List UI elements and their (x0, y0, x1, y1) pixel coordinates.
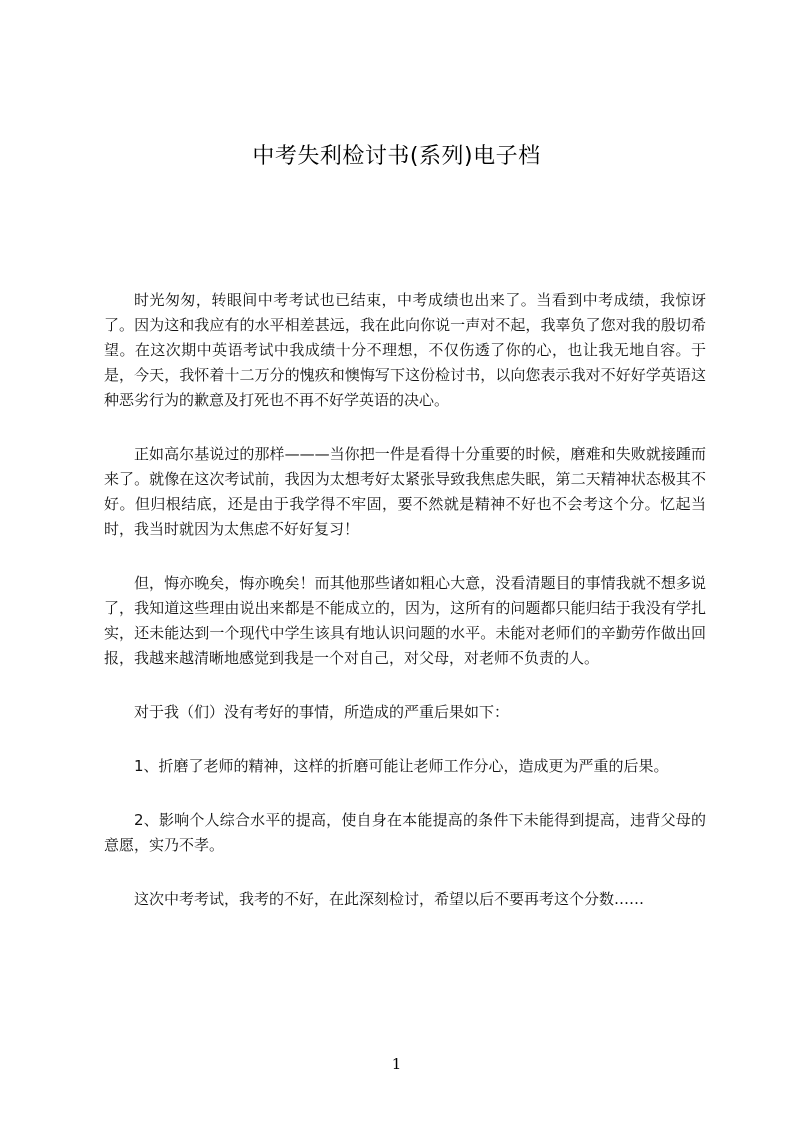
document-body (104, 288, 706, 941)
paragraph-3: 但，悔亦晚矣，悔亦晚矣！而其他那些诸如粗心大意，没看清题目的事情我就不想多说了，我知道这些理由说出来都是不能成立的，因为，这所有的问题都只能归结于我没有学扎实，还未能达到一个现代中学生该具有地认识问题的水平。未能对老师们的辛勤劳作做出回报，我越来越清晰地感觉到我是一个对自己，对父母，对老师不负责的人。 (104, 574, 706, 667)
paragraph-closing: 这次中考考试，我考的不好，在此深刻检讨，希望以后不要再考这个分数…… (134, 890, 645, 908)
paragraph-1: 时光匆匆，转眼间中考考试也已结束，中考成绩也出来了。当看到中考成绩，我惊讶了。因为这和我应有的水平相差甚远，我在此向你说一声对不起，我辜负了您对我的殷切希望。在这次期中英语考试中我成绩十分不理想，不仅伤透了你的心，也让我无地自容。于是，今天，我怀着十二万分的愧疚和懊悔写下这份检讨书，以向您表示我对不好好学英语这种恶劣行为的歉意及打死也不再不好学英语的决心。 (104, 291, 706, 409)
document-title: 中考失利检讨书(系列)电子档 (252, 144, 541, 169)
paragraph-4: 对于我（们）没有考好的事情，所造成的严重后果如下： (134, 703, 510, 721)
list-item-1: 1、折磨了老师的精神，这样的折磨可能让老师工作分心，造成更为严重的后果。 (134, 757, 669, 775)
page-number: 1 (391, 1055, 402, 1073)
paragraph-2: 正如高尔基说过的那样———当你把一件是看得十分重要的时候，磨难和失败就接踵而来了。就像在这次考试前，我因为太想考好太紧张导致我焦虑失眠，第二天精神状态极其不好。但归根结底，还是由于我学得不牢固，要不然就是精神不好也不会考这个分。忆起当时，我当时就因为太焦虑不好好复习！ (104, 445, 706, 538)
list-item-2: 2、影响个人综合水平的提高，使自身在本能提高的条件下未能得到提高，违背父母的意愿，实乃不孝。 (104, 811, 706, 854)
